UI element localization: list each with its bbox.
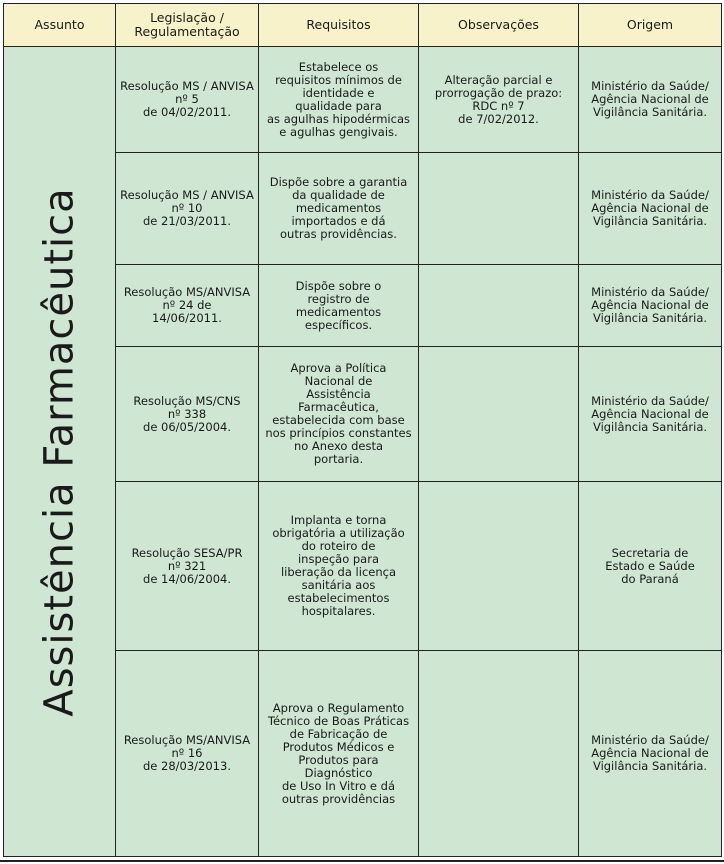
- header-legislacao: Legislação / Regulamentação: [116, 4, 259, 47]
- legislacao-cell: Resolução MS / ANVISA nº 5 de 04/02/2011.: [116, 47, 259, 153]
- origem-cell: Ministério da Saúde/ Agência Nacional de Vigilância Sanitária.: [579, 153, 722, 265]
- header-requisitos: Requisitos: [259, 4, 419, 47]
- observacoes-cell: [419, 347, 579, 482]
- legislacao-cell: Resolução MS/ANVISA nº 16 de 28/03/2013.: [116, 651, 259, 857]
- legislacao-cell: Resolução SESA/PR nº 321 de 14/06/2004.: [116, 482, 259, 651]
- origem-cell: Ministério da Saúde/ Agência Nacional de Vigilância Sanitária.: [579, 347, 722, 482]
- header-observacoes: Observações: [419, 4, 579, 47]
- observacoes-cell: [419, 482, 579, 651]
- table-row: [4, 47, 722, 153]
- origem-cell: Ministério da Saúde/ Agência Nacional de Vigilância Sanitária.: [579, 265, 722, 347]
- origem-cell: Ministério da Saúde/ Agência Nacional de Vigilância Sanitária.: [579, 651, 722, 857]
- requisitos-cell: Aprova a Política Nacional de Assistência Farmacêutica, estabelecida com base nos princípios constantes no Anexo desta portaria.: [259, 347, 419, 482]
- subject-cell: [4, 47, 116, 857]
- observacoes-cell: [419, 265, 579, 347]
- requisitos-cell: Aprova o Regulamento Técnico de Boas Práticas de Fabricação de Produtos Médicos e Produtos para Diagnóstico de Uso In Vitro e dá outras providências: [259, 651, 419, 857]
- observacoes-cell: Alteração parcial e prorrogação de prazo: RDC nº 7 de 7/02/2012.: [419, 47, 579, 153]
- header-assunto: Assunto: [4, 4, 116, 47]
- requisitos-cell: Implanta e torna obrigatória a utilização do roteiro de inspeção para liberação da licença sanitária aos estabelecimentos hospitalares.: [259, 482, 419, 651]
- requisitos-cell: Estabelece os requisitos mínimos de identidade e qualidade para as agulhas hipodérmicas e agulhas gengivais.: [259, 47, 419, 153]
- origem-cell: Ministério da Saúde/ Agência Nacional de Vigilância Sanitária.: [579, 47, 722, 153]
- requisitos-cell: Dispõe sobre o registro de medicamentos específicos.: [259, 265, 419, 347]
- requisitos-cell: Dispõe sobre a garantia da qualidade de medicamentos importados e dá outras providências.: [259, 153, 419, 265]
- legislacao-cell: Resolução MS/CNS nº 338 de 06/05/2004.: [116, 347, 259, 482]
- header-origem: Origem: [579, 4, 722, 47]
- observacoes-cell: [419, 153, 579, 265]
- subject-label: Assistência Farmacêutica: [36, 186, 82, 717]
- legislacao-cell: Resolução MS/ANVISA nº 24 de 14/06/2011.: [116, 265, 259, 347]
- header-row: [4, 4, 722, 47]
- legislacao-cell: Resolução MS / ANVISA nº 10 de 21/03/2011.: [116, 153, 259, 265]
- origem-cell: Secretaria de Estado e Saúde do Paraná: [579, 482, 722, 651]
- observacoes-cell: [419, 651, 579, 857]
- bottom-rule: [0, 860, 724, 862]
- regulations-table: [3, 3, 722, 857]
